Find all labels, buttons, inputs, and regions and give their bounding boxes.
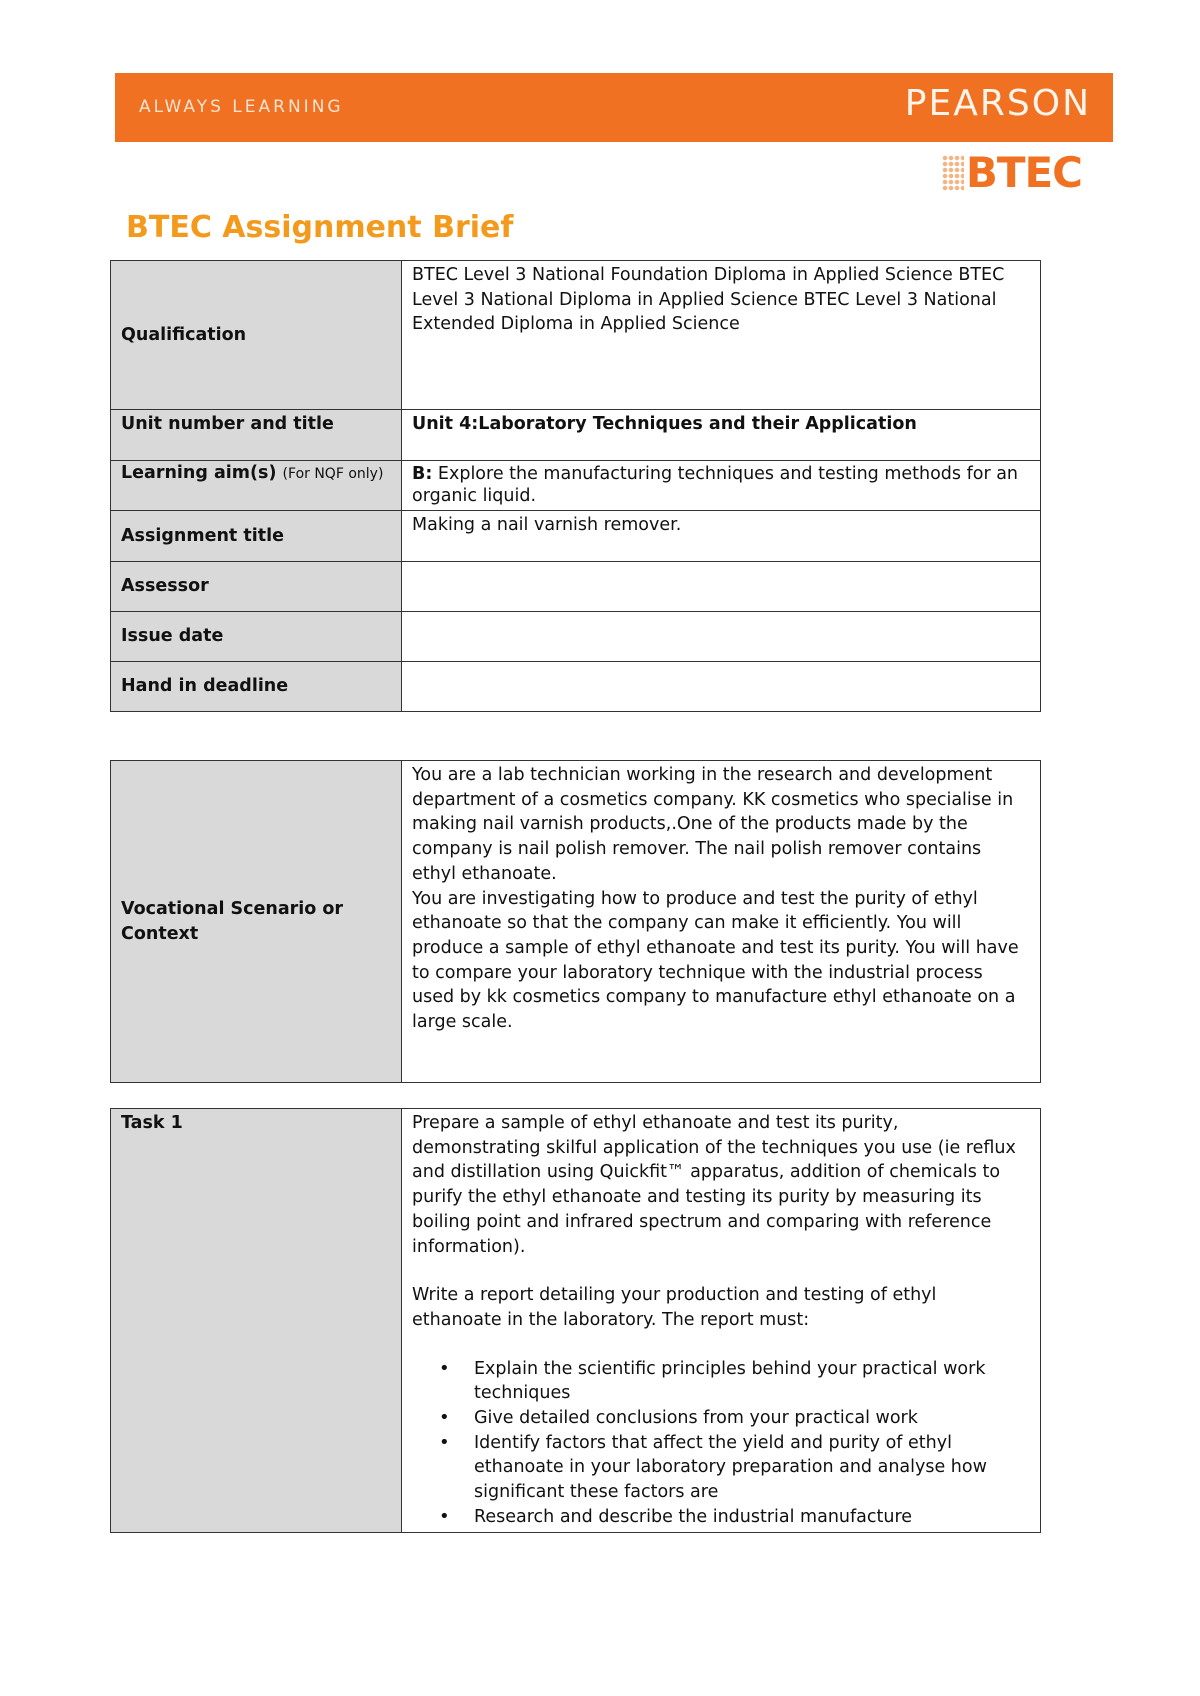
btec-logo xyxy=(942,148,1082,197)
task1-bullets xyxy=(412,1357,1030,1530)
qualification-label: Qualification xyxy=(111,261,402,410)
header-banner xyxy=(115,73,1113,142)
scenario-table xyxy=(110,760,1041,1083)
task1-value xyxy=(402,1109,1041,1533)
table-row xyxy=(111,511,1041,562)
table-row xyxy=(111,261,1041,410)
details-table xyxy=(110,260,1041,712)
scenario-paragraph: You are a lab technician working in the research and development department of a cosmetics company. KK cosmetics who specialise in making nail varnish products,.One of the products made by the company is nail polish remover. The nail polish remover contains ethyl ethanoate. xyxy=(412,765,1014,884)
table-row xyxy=(111,662,1041,712)
aim-value-cell xyxy=(402,461,1041,511)
task-table xyxy=(110,1108,1041,1533)
list-item: • Research and describe the industrial manufacture xyxy=(474,1505,1030,1530)
list-item: • Identify factors that affect the yield and purity of ethyl ethanoate in your laboratory preparation and analyse how significant these factors are xyxy=(474,1431,1030,1505)
task1-paragraph: Write a report detailing your production and testing of ethyl ethanoate in the laboratory. The report must: xyxy=(412,1285,937,1330)
assessor-value[interactable] xyxy=(402,562,1041,612)
unit-label: Unit number and title xyxy=(111,410,402,461)
assessor-label: Assessor xyxy=(111,562,402,612)
scenario-label: Vocational Scenario or Context xyxy=(111,761,402,1083)
table-row xyxy=(111,410,1041,461)
aim-value: Explore the manufacturing techniques and testing methods for an organic liquid. xyxy=(412,464,1019,506)
tagline: ALWAYS LEARNING xyxy=(139,97,344,117)
deadline-label: Hand in deadline xyxy=(111,662,402,712)
unit-value: Unit 4:Laboratory Techniques and their Application xyxy=(402,410,1041,461)
table-row xyxy=(111,612,1041,662)
issue-date-value[interactable] xyxy=(402,612,1041,662)
aim-label: Learning aim(s) xyxy=(121,463,277,483)
table-row xyxy=(111,1109,1041,1533)
list-item: • Give detailed conclusions from your practical work xyxy=(474,1406,1030,1431)
task1-paragraph: Prepare a sample of ethyl ethanoate and test its purity, demonstrating skilful application of the techniques you use (ie reflux and distillation using Quickfit™ apparatus, addition of chemicals to purify the ethyl ethanoate and testing its purity by measuring its boiling point and infrared spectrum and comparing with reference information). xyxy=(412,1113,1016,1257)
aim-note: (For NQF only) xyxy=(282,466,384,482)
task1-label: Task 1 xyxy=(111,1109,402,1533)
dots-icon xyxy=(942,155,964,191)
table-row xyxy=(111,562,1041,612)
page-title: BTEC Assignment Brief xyxy=(126,210,514,245)
deadline-value[interactable] xyxy=(402,662,1041,712)
scenario-value xyxy=(402,761,1041,1083)
aim-prefix: B: xyxy=(412,464,433,484)
assignment-label: Assignment title xyxy=(111,511,402,562)
aim-label-cell xyxy=(111,461,402,511)
list-item: • Explain the scientific principles behind your practical work techniques xyxy=(474,1357,1030,1406)
table-row xyxy=(111,761,1041,1083)
btec-logo-text: BTEC xyxy=(965,148,1082,197)
assignment-value: Making a nail varnish remover. xyxy=(402,511,1041,562)
qualification-value: BTEC Level 3 National Foundation Diploma in Applied Science BTEC Level 3 National Diploma in Applied Science BTEC Level 3 National Extended Diploma in Applied Science xyxy=(402,261,1041,410)
issue-date-label: Issue date xyxy=(111,612,402,662)
table-row xyxy=(111,461,1041,511)
scenario-paragraph: You are investigating how to produce and test the purity of ethyl ethanoate so that the company can make it efficiently. You will produce a sample of ethyl ethanoate and test its purity. You will have to compare your laboratory technique with the industrial process used by kk cosmetics company to manufacture ethyl ethanoate on a large scale. xyxy=(412,888,1019,1033)
pearson-logo: PEARSON xyxy=(904,83,1091,124)
